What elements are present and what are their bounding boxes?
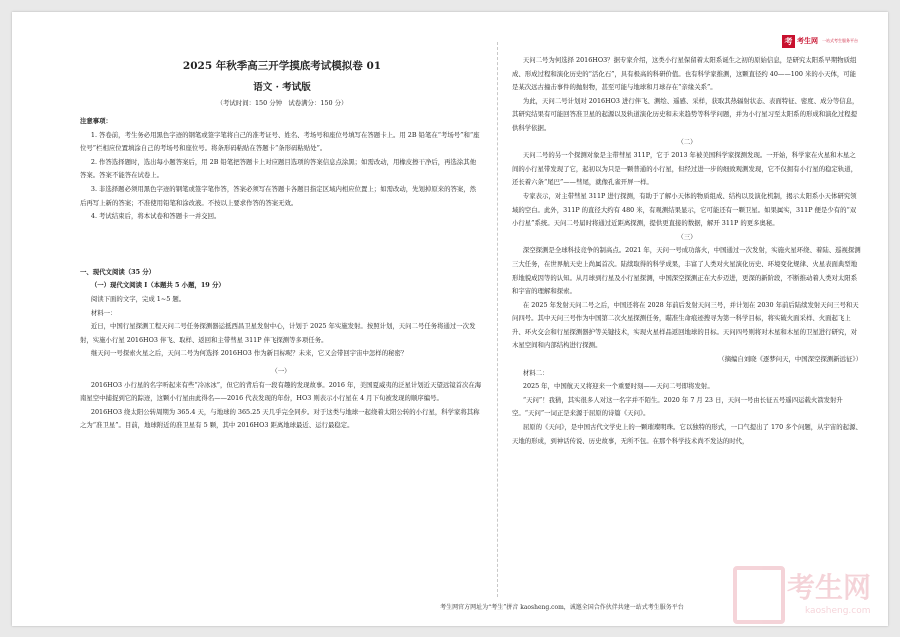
exam-title: 2025 年秋季高三开学摸底考试模拟卷 01	[182, 60, 382, 72]
paragraph: 深空探测是全球科技竞争的制高点。2021 年，天问一号成功落火，中国通过一次发射，实施火星环绕、着陆、巡视探测三大任务，在世界航天史上尚属首次。陆续取得的科学成果，丰富了人类对火星演化历史、环境变化规律、火星表面典型地形地貌成因等的认知。从月球到行星及小行星探测，中国深空探测正在大步迈进，更深的新阶段，不断推动着人类对太阳系和宇宙的理解和探索。	[512, 246, 861, 296]
paragraph: 2016HO3 小行星的名字听起来有些“冷冰冰”，但它的背后有一段有趣的发现故事。2016 年，美国夏威夷的泛星计划近天望远镜首次在海南星空中捕捉到它的踪迹，这颗小行星由此得名——2016 代表发现的年份，HO3 则表示小行星在 4 月下旬被发现的顺序编号。	[80, 380, 482, 403]
watermark-url: kaosheng.com	[805, 606, 871, 616]
page-footer: 考生网官方网址为“考生”拼音 kaosheng.com，诚邀全国合作伙伴共建一站式考生服务平台	[440, 604, 684, 611]
part-label: （三）	[677, 232, 697, 241]
part-label: （二）	[677, 137, 697, 146]
paragraph: 继天问一号探索火星之后，天问二号为何选择 2016HO3 作为新目标呢？未来，它又会带回宇宙中怎样的秘密？	[90, 349, 408, 358]
notice-item: 4. 考试结束后，将本试卷和答题卡一并交回。	[90, 212, 221, 221]
notice-item: 3. 非选择题必须用黑色字迹的钢笔或签字笔作答，答案必须写在答题卡各题目指定区域内相应位置上；如需改动，先划掉原来的答案，然后再写上新的答案；不准使用铅笔和涂改液。不按以上要求作答的答案无效。	[80, 184, 477, 207]
brand-mark-icon: 考	[782, 35, 795, 48]
paragraph: 2025 年，中国航天又将迎来一个重要时刻——天问二号即将发射。	[522, 382, 714, 391]
exam-subtitle: 语文 · 考试版	[253, 82, 311, 93]
right-column	[512, 54, 862, 448]
exam-sheet	[12, 12, 888, 626]
watermark-text: 考生网	[787, 571, 872, 604]
source-citation: （摘编自刘晓《逐梦问天，中国深空探测新远征》）	[718, 355, 862, 364]
paragraph: 天问二号为何选择 2016HO3？据专家介绍，这类小行星保留着太阳系诞生之初的原始信息，是研究太阳系早期物质组成、形成过程和演化历史的“活化石”，具有极高的科研价值。也有科学家推测，这颗直径约 40——100 米的小天体，可能是某次远古撞击事件的抛射物，甚至可能与地球和月球存在“亲缘关系”。	[512, 56, 857, 92]
notice-item: 2. 作答选择题时，选出每小题答案后，用 2B 铅笔把答题卡上对应题目选项的答案信息点涂黑；如需改动，用橡皮擦干净后，再选涂其他答案。答案不能答在试卷上。	[80, 157, 477, 180]
exam-meta: （考试时间：150 分钟 试卷满分：150 分）	[216, 99, 348, 107]
brand-logo[interactable]	[782, 34, 892, 48]
section-subheading: （一）现代文阅读 Ⅰ（本题共 5 小题，19 分）	[90, 281, 225, 290]
paragraph: 近日，中国行星探测工程天问二号任务探测器运抵西昌卫星发射中心，计划于 2025 年实施发射。按照计划，天问二号任务将通过一次发射，实施小行星 2016HO3 伴飞、取样、返回和主带彗星 311P 伴飞探测等多项任务。	[80, 322, 476, 344]
paragraph: 在 2025 年发射天问二号之后，中国还将在 2028 年前后发射天问三号，并计划在 2030 年前后陆续发射天问三号和天问四号。其中天问三号作为中国第二次火星探测任务，瞄准生命痕迹搜寻为第一科学目标，将实破火面采样、火面起飞上升、环火交会和行星探测器护等关键技术，实现火星样品返回地球的目标。天问四号则将对木星和木星的卫星进行研究，对木星空间和内部结构进行探测。	[512, 300, 859, 350]
paragraph: 为此，天问二号计划对 2016HO3 进行伴飞、测绘、遥感、采样，获取其热辐射状态、表面特征、密度、成分等信息，其研究结果有可能回答准卫星的起源以及轨道演化历史和未来趋势等科学问题，并为小行星习至太阳系的形成和演化过程提供科学依据。	[512, 96, 859, 132]
section-heading: 一、现代文阅读（35 分）	[80, 267, 156, 276]
material-label: 材料二：	[522, 368, 549, 377]
paragraph: “天问”！我猜，其实很多人对这一名字并不陌生。2020 年 7 月 23 日，天问一号由长征五号遥四运载火箭发射升空。“天问”一词正是来源于屈原的诗篇《天问》。	[512, 395, 843, 418]
left-column	[80, 115, 482, 433]
paragraph: 2016HO3 绕太阳公转周期为 365.4 天，与地球的 365.25 天几乎完全同步。对于这类与地球一起绕着太阳公转的小行星，科学家将其称之为“准卫星”。目前，地球附近的准卫星有 5 颗，其中 2016HO3 距离地球最近、运行最稳定。	[80, 407, 480, 430]
column-divider	[497, 42, 498, 597]
paragraph: 屈原的《天问》，是中国古代文学史上的一颗璀璨明珠。它以独特的形式，一口气提出了 170 多个问题，从宇宙的起源、天地的形成，到神话传说、历史故事，无所不包。在那个科学技术尚不发达的时代，	[512, 423, 862, 445]
notice-item: 1. 答卷前，考生务必用黑色字迹的钢笔或签字笔将自己的准考证号、姓名、考场号和座位号填写在答题卡上。用 2B 铅笔在“考场号”和“座位号”栏相应位置填涂自己的考场号和座位号。将条形码粘贴在答题卡“条形码粘贴处”。	[80, 130, 480, 153]
paragraph: 专家表示，对主带彗星 311P 进行探测，有助于了解小天体的物质组成、结构以及演化机制，揭示太阳系小天体研究领域的空白。此外，311P 的直径大约有 480 米，有观测结果显示，它可能还有一颗卫星。如果属实，311P 便是少有的“双小行星”系统。天问二号届时将通过近距离探测，提供更直接的数据，解开 311P 的更多奥秘。	[512, 191, 857, 228]
brand-slogan: 一站式考生服务平台	[822, 38, 858, 43]
watermark	[727, 562, 897, 632]
instruction: 阅读下面的文字，完成 1~5 题。	[90, 294, 186, 303]
watermark-logo-icon	[733, 566, 785, 624]
paragraph: 天问二号的另一个探测对象是主带彗星 311P，它于 2013 年被美国科学家探测发现。一开始，科学家在火星和木星之间的小行星带发现了它，起初以为只是一颗普通的小行星，但经过进一步的细致观测发现，它不仅拥有小行星的稳定轨道，还长着六条“尾巴”——彗尾，就像孔雀开屏一样。	[512, 151, 858, 187]
notice-heading: 注意事项：	[80, 117, 112, 125]
material-label: 材料一：	[90, 308, 117, 317]
part-label: （一）	[271, 366, 291, 375]
brand-name: 考生网	[797, 37, 818, 45]
